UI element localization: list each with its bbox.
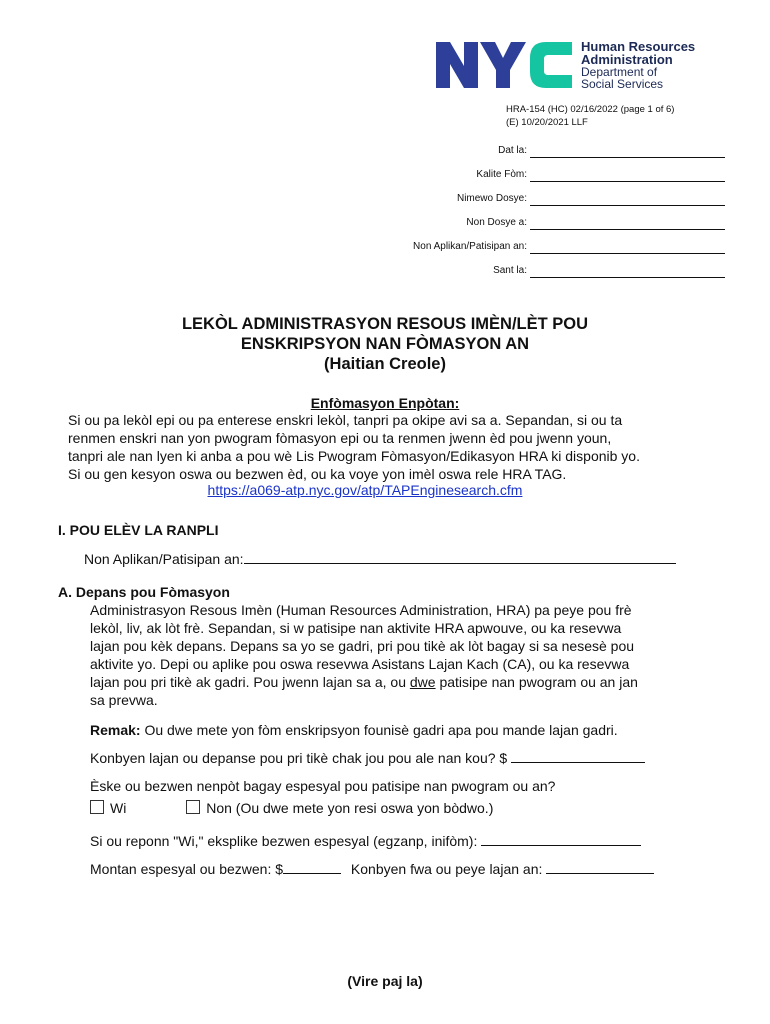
field-case-number-line[interactable] bbox=[530, 205, 725, 206]
form-meta bbox=[506, 103, 674, 129]
field-case-number[interactable] bbox=[350, 193, 725, 209]
important-heading: Enfòmasyon Enpòtan: bbox=[310, 395, 460, 411]
logo-line-2: Administration bbox=[581, 52, 673, 67]
logo-line-3: Department of bbox=[581, 65, 658, 79]
special-needs-options bbox=[90, 799, 760, 817]
important-line-1: Si ou pa lekòl epi ou pa enterese enskri lekòl, tanpri pa okipe avi sa a. Sepandan, si ou ta bbox=[68, 412, 623, 428]
nyc-logo-mark-icon bbox=[434, 40, 574, 90]
field-form-type-label: Kalite Fòm: bbox=[476, 169, 527, 180]
logo-line-4: Social Services bbox=[581, 77, 664, 91]
remark-text: Ou dwe mete yon fòm enskripsyon founisè gadri apa pou mande lajan gadri. bbox=[140, 722, 618, 738]
field-case-number-label: Nimewo Dosye: bbox=[456, 193, 527, 204]
title-line-2: ENSKRIPSYON NAN FÒMASYON AN bbox=[240, 335, 530, 353]
field-date[interactable] bbox=[350, 145, 725, 161]
option-no[interactable] bbox=[186, 800, 493, 816]
section-a-heading: A. Depans pou Fòmasyon bbox=[58, 584, 230, 600]
question-amount[interactable] bbox=[90, 860, 760, 878]
section-1-name-line[interactable] bbox=[244, 563, 676, 564]
question-frequency-line[interactable] bbox=[546, 873, 654, 874]
section-a-line-2: lekòl, liv, ak lòt frè. Sepandan, si w patisipe nan aktivite HRA apwouve, ou ka resevwa bbox=[90, 620, 622, 636]
field-date-line[interactable] bbox=[530, 157, 725, 158]
form-meta-line-1: HRA-154 (HC) 02/16/2022 (page 1 of 6) bbox=[506, 104, 675, 115]
section-a-line-4: aktivite yo. Depi ou aplike pou oswa resevwa Asistans Lajan Kach (CA), ou ka resevwa bbox=[90, 656, 630, 672]
remark-label: Remak: bbox=[90, 722, 141, 738]
section-a-line-6: sa prevwa. bbox=[90, 692, 158, 708]
important-line-4: Si ou gen kesyon oswa ou bezwen èd, ou ka voye yon imèl oswa rele HRA TAG. bbox=[68, 466, 567, 482]
question-explain-label: Si ou reponn "Wi," eksplike bezwen espesyal (egzanp, inifòm): bbox=[90, 833, 478, 849]
turn-page-footer: (Vire paj la) bbox=[347, 973, 423, 989]
field-center-line[interactable] bbox=[530, 277, 725, 278]
title-line-1: LEKÒL ADMINISTRASYON RESOUS IMÈN/LÈT POU bbox=[181, 315, 589, 333]
training-programs-link[interactable]: https://a069-atp.nyc.gov/atp/TAPEnginesearch.cfm bbox=[207, 482, 523, 498]
question-amount-line[interactable] bbox=[283, 873, 341, 874]
question-explain-line[interactable] bbox=[481, 845, 641, 846]
section-a-line-5a: lajan pou pri tikè ak gadri. Pou jwenn lajan sa a, ou bbox=[90, 674, 410, 690]
important-line-2: renmen enskri nan yon pwogram fòmasyon epi ou ta renmen jwenn èd pou jwenn youn, bbox=[68, 430, 612, 446]
field-applicant-name-label: Non Aplikan/Patisipan an: bbox=[413, 241, 527, 252]
field-center-label: Sant la: bbox=[493, 265, 527, 276]
field-applicant-name[interactable] bbox=[350, 241, 725, 257]
field-case-name[interactable] bbox=[350, 217, 725, 233]
option-yes-label: Wi bbox=[110, 800, 127, 816]
question-fare[interactable] bbox=[90, 749, 760, 767]
checkbox-yes[interactable] bbox=[90, 800, 104, 814]
question-fare-line[interactable] bbox=[511, 762, 645, 763]
question-fare-label: Konbyen lajan ou depanse pou pri tikè chak jou pou ale nan kou? $ bbox=[90, 750, 508, 766]
section-a-paragraph bbox=[90, 601, 760, 709]
field-case-name-line[interactable] bbox=[530, 229, 725, 230]
checkbox-no[interactable] bbox=[186, 800, 200, 814]
section-1-name-label: Non Aplikan/Patisipan an: bbox=[84, 551, 244, 567]
question-explain[interactable] bbox=[90, 832, 760, 850]
important-line-3: tanpri ale nan lyen ki anba a pou wè Lis Pwogram Fòmasyon/Edikasyon HRA ki disponib yo. bbox=[68, 448, 640, 464]
field-form-type[interactable] bbox=[350, 169, 725, 185]
title-line-3: (Haitian Creole) bbox=[324, 355, 446, 373]
important-text bbox=[68, 411, 758, 483]
important-link-wrap bbox=[0, 481, 730, 499]
question-frequency-label: Konbyen fwa ou peye lajan an: bbox=[350, 861, 543, 877]
question-amount-label: Montan espesyal ou bezwen: $ bbox=[90, 861, 284, 877]
document-title bbox=[0, 314, 770, 374]
field-applicant-name-line[interactable] bbox=[530, 253, 725, 254]
section-a-line-1: Administrasyon Resous Imèn (Human Resources Administration, HRA) pa peye pou frè bbox=[90, 602, 632, 618]
field-center[interactable] bbox=[350, 265, 725, 281]
remark bbox=[90, 721, 760, 739]
section-a-line-5b: patisipe nan pwogram ou an jan bbox=[435, 674, 638, 690]
question-special-needs: Èske ou bezwen nenpòt bagay espesyal pou patisipe nan pwogram ou an? bbox=[90, 778, 556, 794]
option-no-label: Non (Ou dwe mete yon resi oswa yon bòdwo.) bbox=[206, 800, 494, 816]
section-a-must-word: dwe bbox=[409, 674, 436, 690]
section-1-name-row[interactable] bbox=[84, 550, 694, 568]
nyc-hra-logo bbox=[434, 40, 714, 90]
section-a-line-5 bbox=[90, 673, 760, 691]
section-a-line-3: lajan pou kèk depans. Depans sa yo se gadri, pri pou tikè ak lòt bagay si sa nesesè pou bbox=[90, 638, 635, 654]
field-case-name-label: Non Dosye a: bbox=[466, 217, 527, 228]
field-form-type-line[interactable] bbox=[530, 181, 725, 182]
form-meta-line-2: (E) 10/20/2021 LLF bbox=[506, 117, 588, 128]
logo-line-1: Human Resources bbox=[581, 39, 696, 54]
hra-logo-text bbox=[581, 40, 695, 90]
field-date-label: Dat la: bbox=[498, 145, 527, 156]
section-1-heading: I. POU ELÈV LA RANPLI bbox=[58, 522, 219, 538]
option-yes[interactable] bbox=[90, 800, 126, 816]
